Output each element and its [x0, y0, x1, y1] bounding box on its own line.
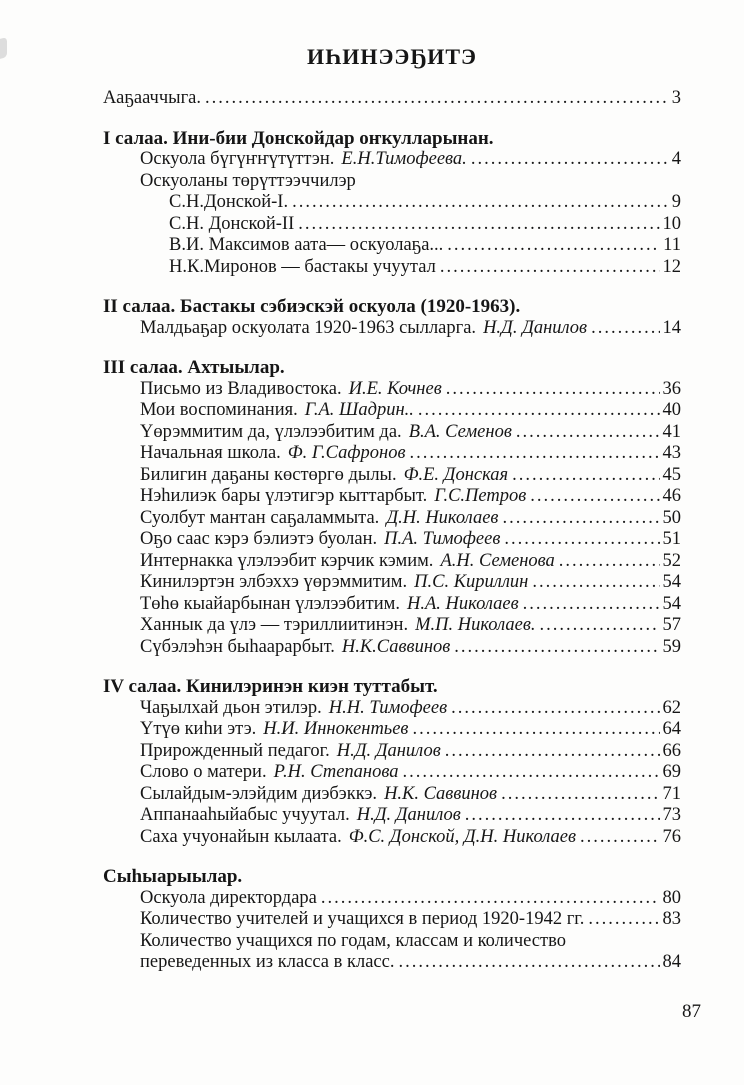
- entry-page-number: 9: [671, 192, 681, 212]
- toc-entry: [103, 318, 681, 340]
- entry-page-number: 69: [662, 762, 681, 782]
- entry-author: П.А. Тимофеев: [384, 529, 501, 549]
- entry-page-number: 43: [662, 443, 681, 463]
- entry-title: Суолбут мантан саҕаламмыта.: [140, 507, 380, 528]
- dot-leader: [512, 465, 659, 487]
- entry-page-number: 4: [671, 149, 681, 169]
- entry-title: Н.К.Миронов — бастакы учуутал: [169, 256, 436, 277]
- entry-page-number: 83: [662, 909, 681, 929]
- toc-entry: [103, 805, 681, 827]
- dot-leader: [451, 698, 659, 720]
- entry-title: Кинилэртэн элбэххэ үөрэммитим.: [140, 572, 408, 592]
- section-heading: I салаа. Ини-бии Донскойдар оҥкулларынан.: [103, 127, 494, 149]
- toc-entry: [103, 486, 681, 508]
- toc-entry: [103, 594, 681, 616]
- entry-author: Н.К.Саввинов: [341, 636, 451, 657]
- dot-leader: [471, 149, 669, 171]
- toc-entry: [103, 149, 681, 171]
- entry-page-number: 54: [662, 593, 681, 614]
- toc-entry: [103, 637, 681, 659]
- entry-title: Аппанааһыйабыс учуутал.: [140, 805, 350, 825]
- toc-entry: [103, 508, 681, 530]
- dot-leader: [398, 952, 659, 974]
- entry-title: В.И. Максимов аата— оскуолаҕа...: [169, 235, 444, 255]
- entry-title: Оскуола бүгүҥҥүтүттэн.: [140, 149, 335, 169]
- entry-title: Сүбэлэһэн быһаарарбыт.: [140, 636, 335, 657]
- toc-entry: [103, 572, 681, 594]
- entry-title: Билигин даҕаны көстөргө дылы.: [140, 464, 397, 485]
- entry-title: Начальная школа.: [140, 443, 281, 463]
- dot-leader: [516, 422, 660, 444]
- toc-entry: [103, 741, 681, 763]
- toc-entry: [103, 88, 681, 110]
- entry-page-number: 46: [662, 486, 681, 506]
- entry-page-number: 84: [662, 952, 681, 972]
- dot-leader: [321, 888, 660, 910]
- toc-section: [103, 128, 681, 279]
- toc-entry: [103, 698, 681, 720]
- entry-page-number: 57: [662, 615, 681, 635]
- toc-entry: [103, 952, 681, 974]
- page-title: ИҺИНЭЭҔИТЭ: [307, 44, 477, 69]
- toc-entry: [103, 551, 681, 573]
- entry-page-number: 71: [662, 783, 681, 804]
- entry-title: Оҕо саас кэрэ бэлиэтэ буолан.: [140, 529, 378, 549]
- entry-title: Мои воспоминания.: [140, 400, 298, 420]
- section-heading: II салаа. Бастакы сэбиэскэй оскуола (1920-1963).: [103, 296, 521, 317]
- dot-leader: [501, 784, 659, 806]
- dot-leader: [298, 214, 659, 236]
- toc-entry: [103, 400, 681, 422]
- toc-entry: [103, 909, 681, 931]
- dot-leader: [530, 486, 659, 508]
- entry-title: Сылайдым-элэйдим диэбэккэ.: [140, 783, 378, 804]
- section-heading: III салаа. Ахтыылар.: [103, 357, 285, 378]
- entry-page-number: 54: [662, 572, 681, 592]
- entry-page-number: 59: [662, 636, 681, 657]
- dot-leader: [465, 805, 660, 827]
- toc-entry: [103, 719, 681, 741]
- dot-leader: [540, 615, 660, 637]
- dot-leader: [523, 594, 660, 616]
- dot-leader: [410, 443, 660, 465]
- entry-author: Ф.С. Донской, Д.Н. Николаев: [348, 826, 577, 847]
- entry-page-number: 50: [662, 507, 681, 528]
- entry-page-number: 41: [662, 421, 681, 442]
- dot-leader: [591, 318, 659, 340]
- toc-entry: [103, 214, 681, 236]
- entry-title: Малдьаҕар оскуолата 1920-1963 сылларга.: [140, 317, 477, 338]
- entry-author: Н.Н. Тимофеев: [328, 697, 448, 718]
- entry-page-number: 52: [662, 550, 681, 571]
- entry-author: Ф. Г.Сафронов: [287, 443, 406, 463]
- toc-entry: [103, 235, 681, 257]
- section-heading: Сыһыарыылар.: [103, 866, 243, 887]
- toc-entry: [103, 888, 681, 910]
- entry-page-number: 10: [662, 213, 681, 234]
- dot-leader: [446, 379, 660, 401]
- dot-leader: [205, 88, 669, 110]
- toc-section: [103, 88, 681, 110]
- toc-entry: [103, 422, 681, 444]
- entry-page-number: 36: [662, 378, 681, 399]
- entry-title: Оскуоланы төрүттээччилэр: [140, 170, 356, 191]
- entry-page-number: 66: [662, 740, 681, 761]
- toc-entry: [103, 827, 681, 849]
- entry-page-number: 62: [662, 697, 681, 718]
- entry-title: Үтүө киһи этэ.: [140, 719, 257, 739]
- entry-author: Г.С.Петров: [434, 486, 527, 506]
- table-of-contents: [103, 88, 681, 974]
- entry-page-number: 80: [662, 887, 681, 908]
- dot-leader: [504, 529, 659, 551]
- entry-title: Ханнык да үлэ — тэриллиитинэн.: [140, 615, 409, 635]
- entry-title: Количество учащихся по годам, классам и количество: [140, 930, 566, 951]
- entry-title: переведенных из класса в класс.: [140, 952, 395, 972]
- toc-entry: [103, 465, 681, 487]
- dot-leader: [559, 551, 660, 573]
- entry-title: С.Н.Донской-I.: [169, 192, 289, 212]
- dot-leader: [412, 719, 659, 741]
- entry-author: В.А. Семенов: [408, 421, 512, 442]
- dot-leader: [502, 508, 659, 530]
- folio-page-number: 87: [682, 1001, 701, 1022]
- dot-leader: [440, 257, 660, 279]
- entry-page-number: 76: [662, 826, 681, 847]
- entry-author: Д.Н. Николаев: [386, 507, 499, 528]
- dot-leader: [447, 235, 660, 257]
- entry-title: Үөрэммитим да, үлэлээбитим да.: [140, 421, 402, 442]
- toc-entry: [103, 192, 681, 214]
- dot-leader: [418, 400, 660, 422]
- entry-author: Е.Н.Тимофеева.: [341, 149, 467, 169]
- entry-author: М.П. Николаев.: [415, 615, 536, 635]
- entry-author: И.Е. Кочнев: [348, 378, 442, 399]
- entry-author: Н.Д. Данилов: [483, 317, 588, 338]
- toc-section: [103, 866, 681, 974]
- dot-leader: [588, 909, 659, 931]
- entry-title: Саха учуонайын кылаата.: [140, 826, 342, 847]
- entry-title: С.Н. Донской-II: [169, 213, 295, 234]
- toc-entry: [103, 379, 681, 401]
- scan-artifact: [0, 37, 7, 59]
- entry-author: Н.А. Николаев: [406, 593, 519, 614]
- entry-page-number: 12: [662, 256, 681, 277]
- dot-leader: [454, 637, 659, 659]
- entry-page-number: 64: [662, 719, 681, 739]
- entry-page-number: 3: [671, 88, 681, 108]
- toc-entry: [103, 615, 681, 637]
- entry-title: Письмо из Владивостока.: [140, 378, 342, 399]
- toc-section: [103, 357, 681, 658]
- entry-author: Р.Н. Степанова: [273, 762, 399, 782]
- toc-entry: [103, 762, 681, 784]
- entry-title: Количество учителей и учащихся в период 1920-1942 гг.: [140, 909, 585, 929]
- toc-entry: [103, 443, 681, 465]
- toc-entry: [103, 171, 681, 193]
- entry-author: Ф.Е. Донская: [403, 464, 509, 485]
- toc-entry: [103, 931, 681, 953]
- entry-author: Н.Д. Данилов: [336, 740, 441, 761]
- entry-author: Н.К. Саввинов: [384, 783, 498, 804]
- toc-content: [103, 44, 681, 974]
- toc-section: [103, 676, 681, 848]
- dot-leader: [580, 827, 659, 849]
- section-heading: IV салаа. Кинилэринэн киэн туттабыт.: [103, 676, 438, 697]
- toc-entry: [103, 784, 681, 806]
- entry-title: Интернакка үлэлээбит кэрчик кэмим.: [140, 550, 434, 571]
- entry-title: Төһө кыайарбынан үлэлээбитим.: [140, 593, 400, 614]
- dot-leader: [532, 572, 659, 594]
- dot-leader: [445, 741, 660, 763]
- entry-title: Прирожденный педагог.: [140, 740, 330, 761]
- entry-author: Н.И. Иннокентьев: [263, 719, 409, 739]
- toc-section: [103, 296, 681, 339]
- toc-entry: [103, 529, 681, 551]
- entry-author: А.Н. Семенова: [440, 550, 555, 571]
- entry-title: Слово о матери.: [140, 762, 267, 782]
- entry-author: Г.А. Шадрин..: [304, 400, 414, 420]
- entry-page-number: 51: [662, 529, 681, 549]
- toc-entry: [103, 257, 681, 279]
- entry-page-number: 40: [662, 400, 681, 420]
- entry-page-number: 14: [662, 317, 681, 338]
- entry-page-number: 45: [662, 464, 681, 485]
- dot-leader: [403, 762, 660, 784]
- entry-page-number: 11: [663, 235, 681, 255]
- dot-leader: [292, 192, 669, 214]
- entry-title: Нэһилиэк бары үлэтигэр кыттарбыт.: [140, 486, 428, 506]
- entry-page-number: 73: [662, 805, 681, 825]
- entry-title: Ааҕааччыга.: [103, 88, 202, 108]
- entry-title: Оскуола директордара: [140, 887, 317, 908]
- entry-author: Н.Д. Данилов: [356, 805, 461, 825]
- entry-title: Чаҕылхай дьон этилэр.: [140, 697, 322, 718]
- entry-author: П.С. Кириллин: [414, 572, 529, 592]
